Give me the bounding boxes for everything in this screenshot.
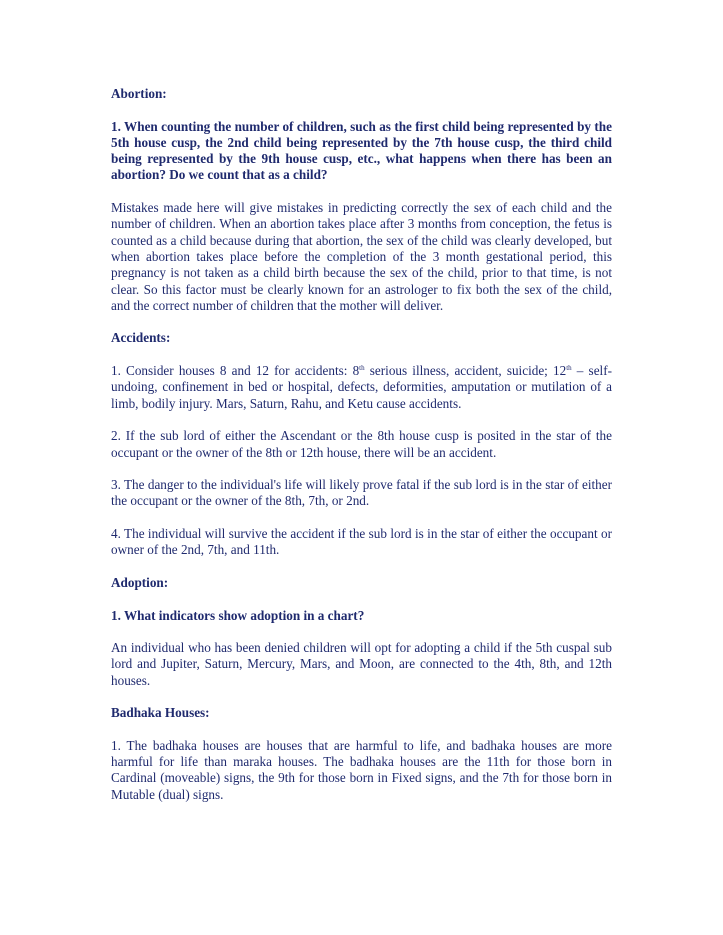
abortion-answer: Mistakes made here will give mistakes in predicting correctly the sex of each child and the number of children. When an abortion takes place after 3 months from conception, the fetus is counted as a child because during that abortion, the sex of the child was clearly developed, but when abortion takes place before the completion of the 3 month gestational period, this pregnancy is not taken as a child birth because the sex of the child, prior to that time, is not clear. So this factor must be clearly known for an astrologer to fix both the sex of the child, and the correct number of children that the mother will deliver. bbox=[111, 200, 612, 313]
accidents-p1-superscript-1: th bbox=[359, 364, 365, 373]
accidents-paragraph-2: 2. If the sub lord of either the Ascendant or the 8th house cusp is posited in the star of the occupant or the owner of the 8th or 12th house, there will be an accident. bbox=[111, 428, 612, 460]
adoption-answer: An individual who has been denied children will opt for adopting a child if the 5th cuspal sub lord and Jupiter, Saturn, Mercury, Mars, and Moon, are connected to the 4th, 8th, and 12th houses. bbox=[111, 640, 612, 688]
badhaka-paragraph-1: 1. The badhaka houses are houses that are harmful to life, and badhaka houses are more harmful for life than maraka houses. The badhaka houses are the 11th for those born in Cardinal (moveable) signs, the 9th for those born in Fixed signs, and the 7th for those born in Mutable (dual) signs. bbox=[111, 737, 612, 802]
adoption-question: 1. What indicators show adoption in a chart? bbox=[111, 607, 365, 623]
accidents-heading: Accidents: bbox=[111, 330, 171, 346]
accidents-p1-text-2: serious illness, accident, suicide; 12 bbox=[364, 363, 567, 379]
accidents-p1-text-1: 1. Consider houses 8 and 12 for accidents: 8 bbox=[111, 363, 360, 379]
accidents-paragraph-3: 3. The danger to the individual's life will likely prove fatal if the sub lord is in the star of either the occupant or the owner of the 8th, 7th, or 2nd. bbox=[111, 477, 612, 509]
accidents-paragraph-4: 4. The individual will survive the accident if the sub lord is in the star of either the occupant or owner of the 2nd, 7th, and 11th. bbox=[111, 526, 612, 558]
accidents-p1-superscript-2: th bbox=[566, 364, 572, 373]
document-page bbox=[111, 86, 612, 819]
abortion-question: 1. When counting the number of children, such as the first child being represented by the 5th house cusp, the 2nd child being represented by the 7th house cusp, the third child being represented by the 9th house cusp, etc., what happens when there has been an abortion? Do we count that as a child? bbox=[111, 118, 612, 183]
badhaka-heading: Badhaka Houses: bbox=[111, 705, 210, 721]
adoption-heading: Adoption: bbox=[111, 574, 169, 590]
accidents-paragraph-1 bbox=[111, 363, 612, 412]
accidents-p1-text-3: – self-undoing, confinement in bed or hospital, defects, deformities, amputation or mutilation of a limb, bodily injury. Mars, Saturn, Rahu, and Ketu cause accidents. bbox=[111, 363, 612, 411]
abortion-heading: Abortion: bbox=[111, 86, 167, 101]
